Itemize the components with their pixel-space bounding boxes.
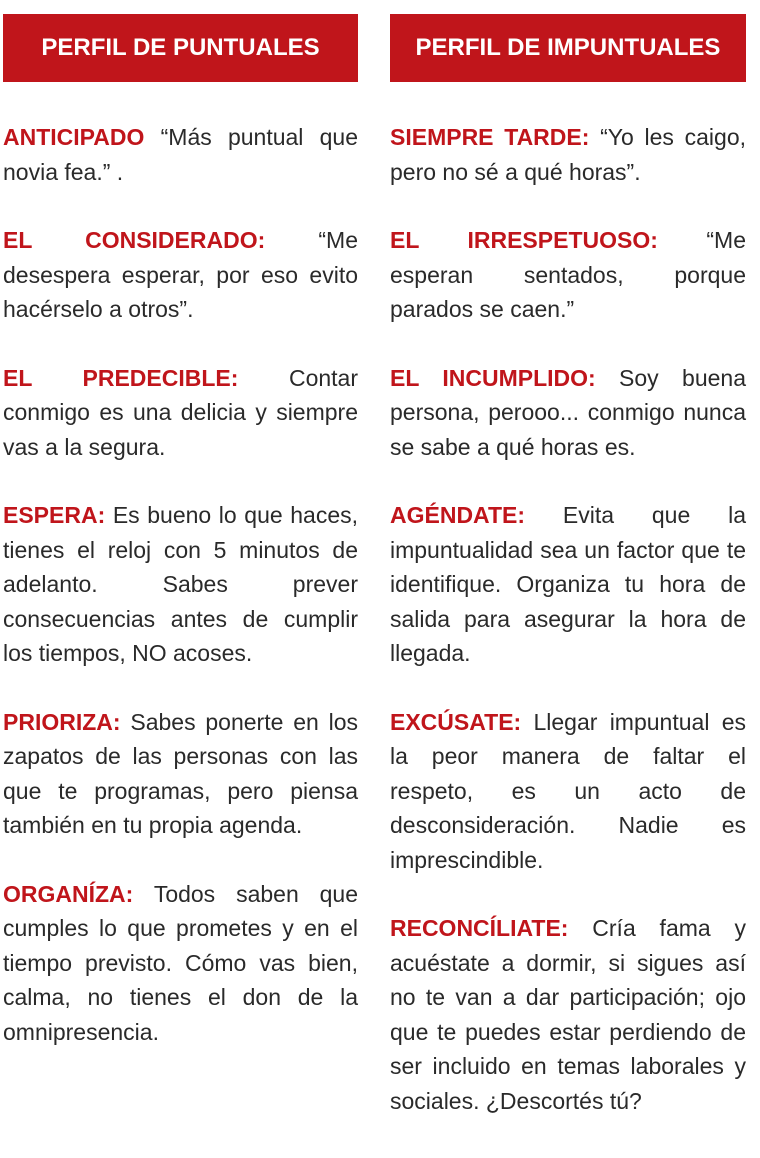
entry-term: ORGANÍZA:	[3, 880, 134, 907]
entry-text: “Más puntual que novia fea.” .	[3, 124, 358, 185]
entry-agendate	[390, 498, 746, 671]
entry-el-incumplido	[390, 361, 746, 465]
entry-anticipado	[3, 120, 358, 189]
punctual-profile-header: PERFIL DE PUNTUALES	[3, 14, 358, 82]
entry-term: SIEMPRE TARDE:	[390, 124, 590, 150]
entry-espera	[3, 498, 358, 671]
entry-organiza	[3, 877, 358, 1050]
entry-term: EL INCUMPLIDO:	[390, 364, 596, 391]
entry-term: EL IRRESPETUOSO:	[390, 227, 658, 253]
entry-reconciliate	[390, 911, 746, 1118]
entry-term: ESPERA:	[3, 502, 106, 528]
entry-term: EL CONSIDERADO:	[3, 227, 266, 253]
punctual-profile-column	[3, 14, 358, 1083]
entry-el-predecible	[3, 361, 358, 465]
entry-text: Llegar impuntual es la peor manera de faltar el respeto, es un acto de desconsideración. Nadie es imprescindible.	[390, 708, 746, 873]
entry-term: ANTICIPADO	[3, 124, 145, 150]
unpunctual-profile-column	[390, 14, 746, 1152]
unpunctual-profile-header: PERFIL DE IMPUNTUALES	[390, 14, 746, 82]
entry-text: Sabes ponerte en los zapatos de las personas con las que te programas, pero piensa también en tu propia agenda.	[3, 708, 358, 838]
entry-text: Contar conmigo es una delicia y siempre vas a la segura.	[3, 364, 358, 460]
entry-text: Todos saben que cumples lo que prometes y en el tiempo previsto. Cómo vas bien, calma, no tienes el don de la omnipresencia.	[3, 880, 358, 1045]
entry-siempre-tarde	[390, 120, 746, 189]
entry-text: Soy buena persona, perooo... conmigo nunca se sabe a qué horas es.	[390, 364, 747, 460]
entry-term: RECONCÍLIATE:	[390, 915, 569, 941]
entry-excusate	[390, 705, 746, 878]
entry-el-irrespetuoso	[390, 223, 746, 327]
entry-text: “Yo les caigo, pero no sé a qué horas”.	[390, 124, 746, 185]
unpunctual-entries-list	[390, 120, 746, 1118]
entry-el-considerado	[3, 223, 358, 327]
entry-text: Evita que la impuntualidad sea un factor que te identifique. Organiza tu hora de salida para asegurar la hora de llegada.	[390, 502, 746, 666]
entry-prioriza	[3, 705, 358, 843]
punctual-entries-list	[3, 120, 358, 1049]
entry-term: EL PREDECIBLE:	[3, 364, 239, 391]
entry-term: EXCÚSATE:	[390, 708, 522, 735]
entry-text: “Me esperan sentados, porque parados se caen.”	[390, 227, 747, 322]
entry-text: Es bueno lo que haces, tienes el reloj con 5 minutos de adelanto. Sabes prever consecuencias antes de cumplir los tiempos, NO acoses.	[3, 502, 359, 666]
entry-term: PRIORIZA:	[3, 708, 121, 735]
entry-term: AGÉNDATE:	[390, 502, 526, 528]
entry-text: Cría fama y acuéstate a dormir, si sigues así no te van a dar participación; ojo que te puedes estar perdiendo de ser incluido en temas laborales y sociales. ¿Descortés tú?	[390, 915, 746, 1114]
entry-text: “Me desespera esperar, por eso evito hacérselo a otros”.	[3, 227, 358, 322]
